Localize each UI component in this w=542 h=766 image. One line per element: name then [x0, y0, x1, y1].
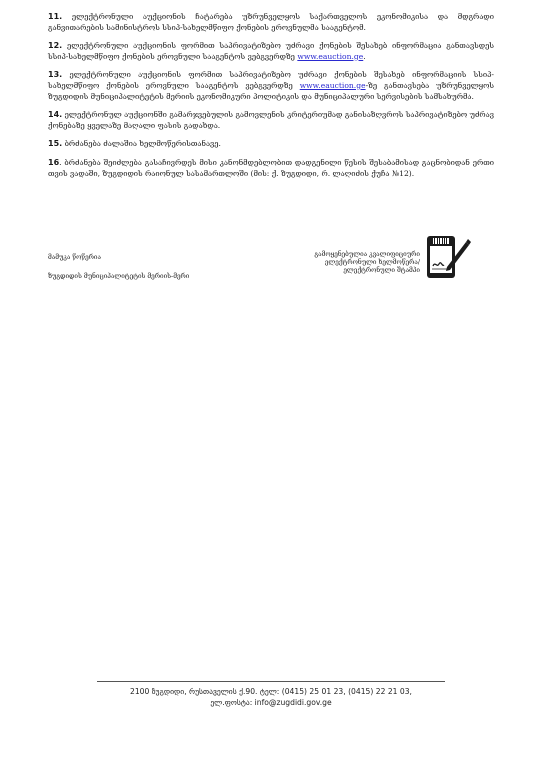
paragraph-16 — [48, 158, 494, 179]
paragraph-number: 11. — [48, 12, 63, 21]
paragraph-tail: -ზე განთავსება უზრუნველყოს ზუგდიდის მუნიციპალიტეტის მერიის ეკონომიკური პოლიტიკის და მუნიციპალური სერვისების სამსახურმა. — [48, 80, 494, 101]
paragraph-text: ელექტრონული აუქციონის ჩატარება უზრუნველყოს საქართველოს ეკონომიკისა და მდგრადი განვითარების სამინისტროს სსიპ-სახელმწიფო ქონების ეროვნულმა სააგენტომ. — [48, 12, 494, 32]
paragraph-number: 14. — [48, 110, 63, 120]
paragraph-text: . ბრძანება შეიძლება გასაჩივრდეს მისი კანონმდებლობით დადგენილი წესის შესაბამისად გაცნობიდან ერთი თვის ვადაში, ზუგდიდის რაიონულ სასამართლოში (მის: ქ. ზუგდიდი, რ. ლაღიძის ქუჩა №12). — [48, 157, 494, 178]
footer-email: ელ.ფოსტა: info@zugdidi.gov.ge — [210, 698, 332, 707]
e-signature-stamp-text — [290, 250, 420, 274]
signatory-role: ზუგდიდის მუნიციპალიტეტის მერიის-მერი — [48, 272, 190, 280]
stamp-line-1: გამოყენებულია კვალიფიციური — [314, 250, 420, 258]
stamp-line-2: ელექტრონული ხელმოწერა/ — [324, 258, 420, 266]
paragraph-11 — [48, 12, 494, 33]
paragraph-12 — [48, 41, 494, 62]
footer-address: 2100 ზუგდიდი, რუსთაველის ქ.90. ტელ: (0415) 25 01 23, (0415) 22 21 03, — [130, 687, 412, 696]
paragraph-text: ელექტრონულ აუქციონში გამარჯვებულის გამოვლენის კრიტერიუმად განისაზღვროს საპრივატიზებო უძრავ ქონებაზე ყველაზე მაღალი ფასის გადახდა. — [48, 110, 494, 130]
paragraph-14 — [48, 110, 494, 131]
paragraph-number: 15. — [48, 139, 63, 149]
paragraph-number: 16 — [48, 157, 60, 167]
order-body — [48, 12, 494, 187]
paragraph-text: ბრძანება ძალაშია ხელმოწერისთანავე. — [62, 139, 221, 149]
signatory-block — [48, 253, 189, 280]
paragraph-number: 13. — [48, 70, 63, 80]
paragraph-13 — [48, 70, 494, 102]
eauction-link[interactable]: www.eauction.ge — [299, 80, 366, 90]
paragraph-tail: . — [363, 51, 366, 61]
paragraph-text: ელექტრონული აუქციონის ფორმით საპრივატიზებო უძრავი ქონების შესახებ ინფორმაციის სსიპ-სახელმწიფო ქონების ეროვნული სააგენტოს ვებგვერდზე — [48, 70, 494, 90]
stamp-line-3: ელექტრონული შტამპი — [343, 266, 420, 274]
paragraph-text: ელექტრონული აუქციონის ფორმით საპრივატიზებო უძრავი ქონების შესახებ ინფორმაცია განთავსდეს სსიპ-სახელმწიფო ქონების ეროვნული სააგენტოს ვებგვერდზე — [48, 41, 494, 61]
e-signature-tablet-icon — [423, 233, 471, 281]
footer-contact — [60, 686, 482, 708]
paragraph-number: 12. — [48, 41, 63, 51]
footer-divider — [97, 681, 445, 682]
signatory-name: მამუკა წოწერია — [48, 253, 101, 261]
paragraph-15 — [48, 139, 494, 150]
eauction-link[interactable]: www.eauction.ge — [297, 51, 364, 61]
